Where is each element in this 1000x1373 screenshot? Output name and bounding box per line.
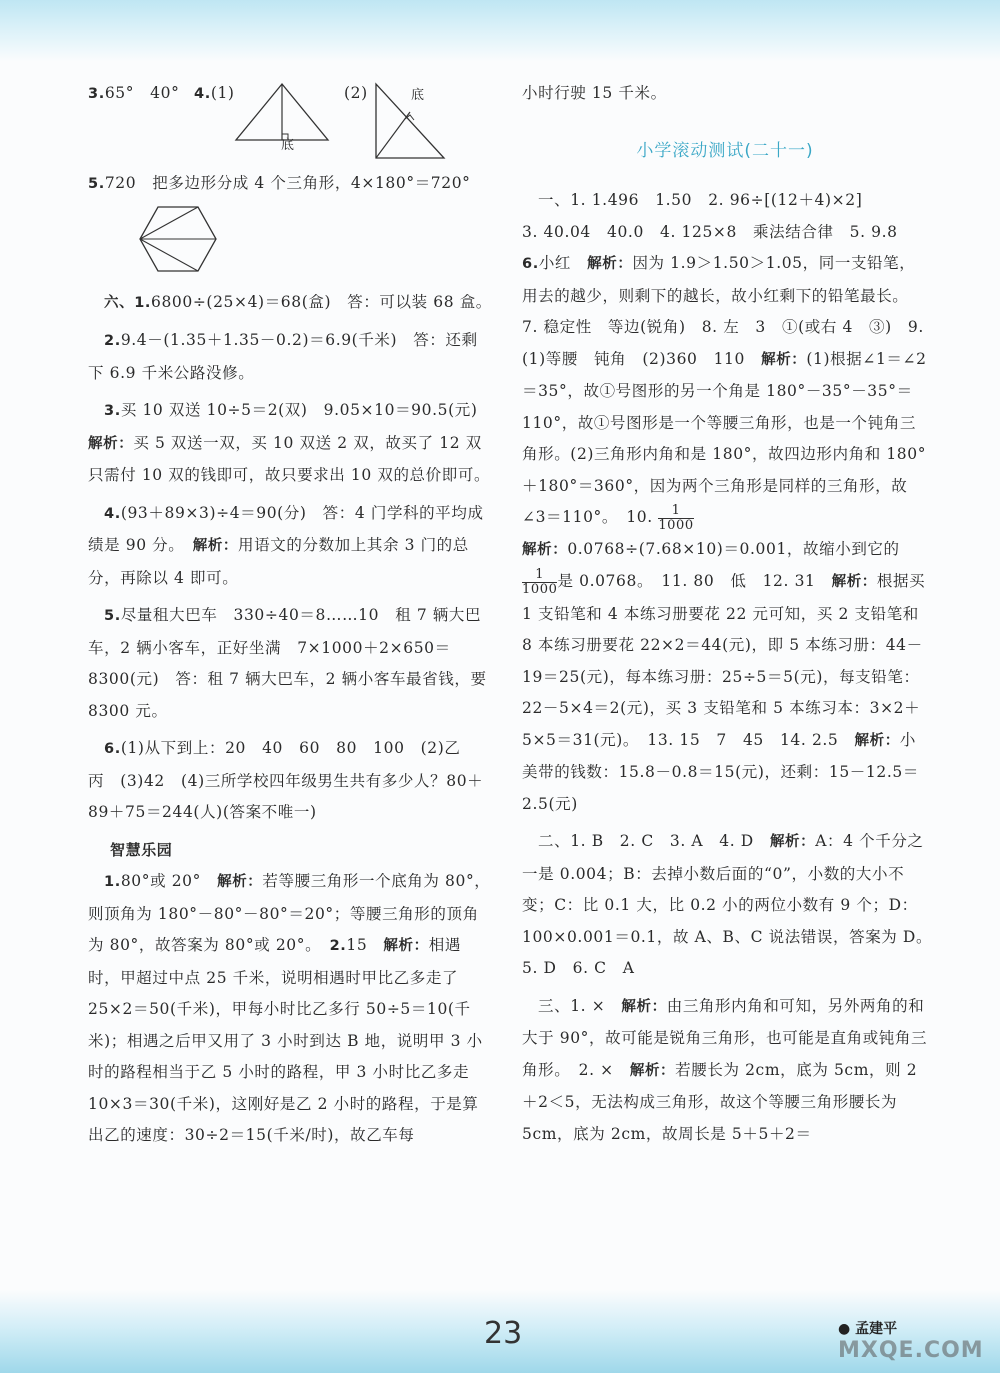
z1-text-a: 80°或 20° bbox=[120, 872, 218, 890]
r-p5-jiexi: 解析： bbox=[769, 834, 816, 850]
s6-3-text-b: 买 5 双送一双，买 10 双送 2 双，故买了 12 双只需付 10 双的钱即可，故只要求出 10 双的总价即可。 bbox=[88, 433, 491, 484]
r-p3-text-b: 因为 1.9＞1.50＞1.05，同一支铅笔，用去的越少，则剩下的越长，故小红剩下的铅笔最长。 7. 稳定性 等边(锐角) 8. 左 3 ①(或右 4 ③) 9. (1)等腰 钝角 (2)360 110 bbox=[522, 254, 924, 368]
watermark: MXQE.COM bbox=[838, 1338, 984, 1363]
q5-label: 5. bbox=[88, 176, 105, 192]
r-p5-text-b: A：4 个千分之一是 0.004；B：去掉小数后面的“0”，小数的大小不变；C：比 0.1 大，比 0.2 小的两位小数有 9 个；D：100×0.001＝0.1，故 A、B、C 说法错误，答案为 D。 5. D 6. C A bbox=[522, 832, 941, 977]
s6-2-label: 2. bbox=[104, 333, 121, 349]
continuation-line: 小时行驶 15 千米。 bbox=[522, 84, 667, 102]
brand-label: ● 孟建平 bbox=[838, 1321, 898, 1337]
r-p6-text-c: 若腰长为 2cm，底为 5cm，则 2＋2＜5，无法构成三角形，故这个等腰三角形腰长为 5cm，底为 2cm，故周长是 5＋5＋2＝ bbox=[522, 1060, 918, 1143]
s6-5-label: 5. bbox=[104, 608, 121, 624]
z2-text-a: 15 bbox=[346, 936, 384, 954]
r-p4-text-d: 小美带的钱数：15.8－0.8＝15(元)，还剩：15－12.5＝2.5(元) bbox=[522, 730, 919, 813]
r-p4-text-a: 0.0768÷(7.68×10)＝0.001，故缩小到它的 bbox=[567, 539, 900, 558]
q4-item bbox=[194, 78, 235, 111]
section-title: 小学滚动测试(二十一) bbox=[636, 140, 814, 161]
r-p4-text-c: 根据买 1 支铅笔和 4 本练习册要花 22 元可知，买 2 支铅笔和 8 本练习册要花 22×2＝44(元)，即 5 本练习册：44－19＝25(元)，每本练习册：25÷5＝5(元)，每支铅笔：22－5×4＝2(元)，买 3 支铅笔和 5 本练习本：3×2＋5×5＝31(元)。 13. 15 7 45 14. 2.5 bbox=[522, 572, 926, 749]
s6-4-jiexi: 解析： bbox=[192, 538, 239, 554]
z2-jiexi: 解析： bbox=[383, 938, 429, 954]
s6-4-label: 4. bbox=[104, 505, 121, 522]
z1-jiexi: 解析： bbox=[217, 874, 263, 890]
z1-text-b: 若等腰三角形一个底角为 80°，则顶角为 180°－80°－80°＝20°；等腰三角形的顶角为 80°，故答案为 80°或 20°。 bbox=[88, 872, 491, 954]
r-p6 bbox=[522, 991, 928, 1151]
s6-3-text-a: 买 10 双送 10÷5＝2(双) 9.05×10＝90.5(元) bbox=[120, 401, 494, 419]
r-p3-text-a: 小红 bbox=[538, 254, 588, 272]
q3-q4-row bbox=[88, 78, 492, 162]
s6-4-text-a: (93＋89×3)÷4＝90(分) 答：4 门学科的平均成绩是 90 分。 bbox=[88, 503, 484, 554]
z2-label: 2. bbox=[329, 938, 347, 954]
r-p4-jiexi2: 解析： bbox=[831, 574, 877, 590]
q3-label: 3. bbox=[88, 86, 105, 102]
r-p5-text-a: 二、1. B 2. C 3. A 4. D bbox=[538, 832, 770, 850]
r-p6-text-a: 三、1. × bbox=[538, 996, 622, 1015]
r-p3-text-c: (1)根据∠1＝∠2＝35°，故①号图形的另一个角是 180°－35°－35°＝110°，故①号图形是一个等腰三角形，也是一个钝角三角形。(2)三角形内角和是 180°，故四边形内角和 180°＋180°＝360°，因为两个三角形是同样的三角形，故∠3＝110°。 10. bbox=[522, 349, 927, 526]
zhihui-title-row bbox=[88, 835, 492, 867]
r-p3-jiexi2: 解析： bbox=[761, 351, 807, 368]
left-column bbox=[88, 78, 492, 1152]
r-p4 bbox=[522, 534, 928, 821]
r-p6-text-b: 由三角形内角和可知，另外两角的和大于 90°，故可能是锐角三角形，也可能是直角或钝角三角形。 2. × bbox=[522, 996, 928, 1079]
obtuse-triangle-figure bbox=[370, 82, 450, 162]
s6-6-label: 6. bbox=[104, 741, 121, 757]
s6-4-paragraph bbox=[88, 498, 492, 595]
q3-item bbox=[88, 78, 179, 111]
q3-text: 65° 40° bbox=[104, 84, 180, 102]
right-column bbox=[522, 78, 941, 1150]
s6-6-paragraph bbox=[88, 733, 492, 829]
r-p6-jiexi2: 解析： bbox=[629, 1062, 676, 1079]
page-number: 23 bbox=[484, 1316, 523, 1351]
zhihui-title: 智慧乐园 bbox=[110, 840, 173, 859]
fraction-2-num: 1 bbox=[522, 568, 557, 583]
s6-3-paragraph bbox=[88, 395, 492, 492]
s6-6-text: (1)从下到上：20 40 60 80 100 (2)乙 丙 (3)42 (4)三所学校四年级男生共有多少人？80＋89＋75＝244(人)(答案不唯一) bbox=[88, 739, 484, 821]
fraction-2-den: 1000 bbox=[522, 581, 558, 597]
s6-2-paragraph bbox=[88, 325, 492, 389]
fig2-base-label: 底 bbox=[411, 88, 425, 103]
q5-text: 720 把多边形分成 4 个三角形，4×180°＝720° bbox=[104, 174, 471, 192]
z1-label: 1. bbox=[104, 874, 121, 890]
z2-text-b: 相遇时，甲超过中点 25 千米，说明相遇时甲比乙多走了 25×2＝50(千米)，甲每小时比乙多行 50÷5＝10(千米)；相遇之后甲又用了 3 小时到达 B 地，说明甲 3 小时的路程相当于乙 5 小时的路程，甲 3 小时比乙多走 10×3＝30(千米)，这刚好是乙 2 小时的路程，于是算出乙的速度：30÷2＝15(千米/时)，故乙车每 bbox=[88, 936, 483, 1144]
fraction-1-den: 1000 bbox=[658, 517, 694, 533]
s6-3-jiexi: 解析： bbox=[88, 435, 134, 452]
s6-1-paragraph bbox=[88, 287, 492, 320]
s6-1-label: 六、1. bbox=[104, 294, 151, 311]
r-p4-jiexi: 解析： bbox=[522, 541, 568, 558]
s6-4-text-b: 用语文的分数加上其余 3 门的总分，再除以 4 即可。 bbox=[88, 536, 469, 587]
r-p5 bbox=[522, 826, 941, 985]
r-p3-jiexi: 解析： bbox=[587, 256, 633, 272]
s6-3-label: 3. bbox=[104, 403, 121, 419]
s6-5-paragraph bbox=[88, 600, 492, 727]
r-p4-text-b: 是 0.0768。 11. 80 低 12. 31 bbox=[557, 572, 832, 590]
s6-5-text: 尽量租大巴车 330÷40＝8……10 租 7 辆大巴车，2 辆小客车，正好坐满 7×1000＋2×650＝8300(元) 答：租 7 辆大巴车，2 辆小客车最省钱，要 8300 元。 bbox=[88, 606, 487, 720]
r-p1: 一、1. 1.496 1.50 2. 96÷[(12＋4)×2] bbox=[538, 191, 863, 209]
top-decor-band bbox=[0, 0, 1000, 62]
fig1-base-label: 底 bbox=[281, 138, 295, 153]
r-p2: 3. 40.04 40.0 4. 125×8 乘法结合律 5. 9.8 bbox=[522, 222, 898, 241]
q4-label: 4. bbox=[194, 86, 211, 102]
fraction-1-num: 1 bbox=[658, 504, 693, 519]
fraction-2 bbox=[522, 568, 557, 597]
r-p3 bbox=[522, 248, 928, 534]
s6-2-text: 9.4－(1.35＋1.35－0.2)＝6.9(千米) 答：还剩下 6.9 千米公路没修。 bbox=[88, 331, 478, 382]
r-p3-label: 6. bbox=[522, 256, 539, 272]
hexagon-figure-box bbox=[88, 201, 492, 281]
s6-1-text: 6800÷(25×4)＝68(盒) 答：可以装 68 盒。 bbox=[151, 292, 492, 311]
q5-paragraph bbox=[88, 168, 492, 201]
r-p4-jiexi3: 解析： bbox=[854, 732, 900, 749]
hexagon-figure bbox=[138, 203, 218, 275]
r-p6-jiexi: 解析： bbox=[621, 998, 667, 1015]
q4-part2: (2) bbox=[344, 84, 368, 102]
q4-part1: (1) bbox=[210, 84, 235, 102]
z1-z2-paragraph bbox=[88, 866, 492, 1152]
fraction-1 bbox=[658, 504, 693, 533]
